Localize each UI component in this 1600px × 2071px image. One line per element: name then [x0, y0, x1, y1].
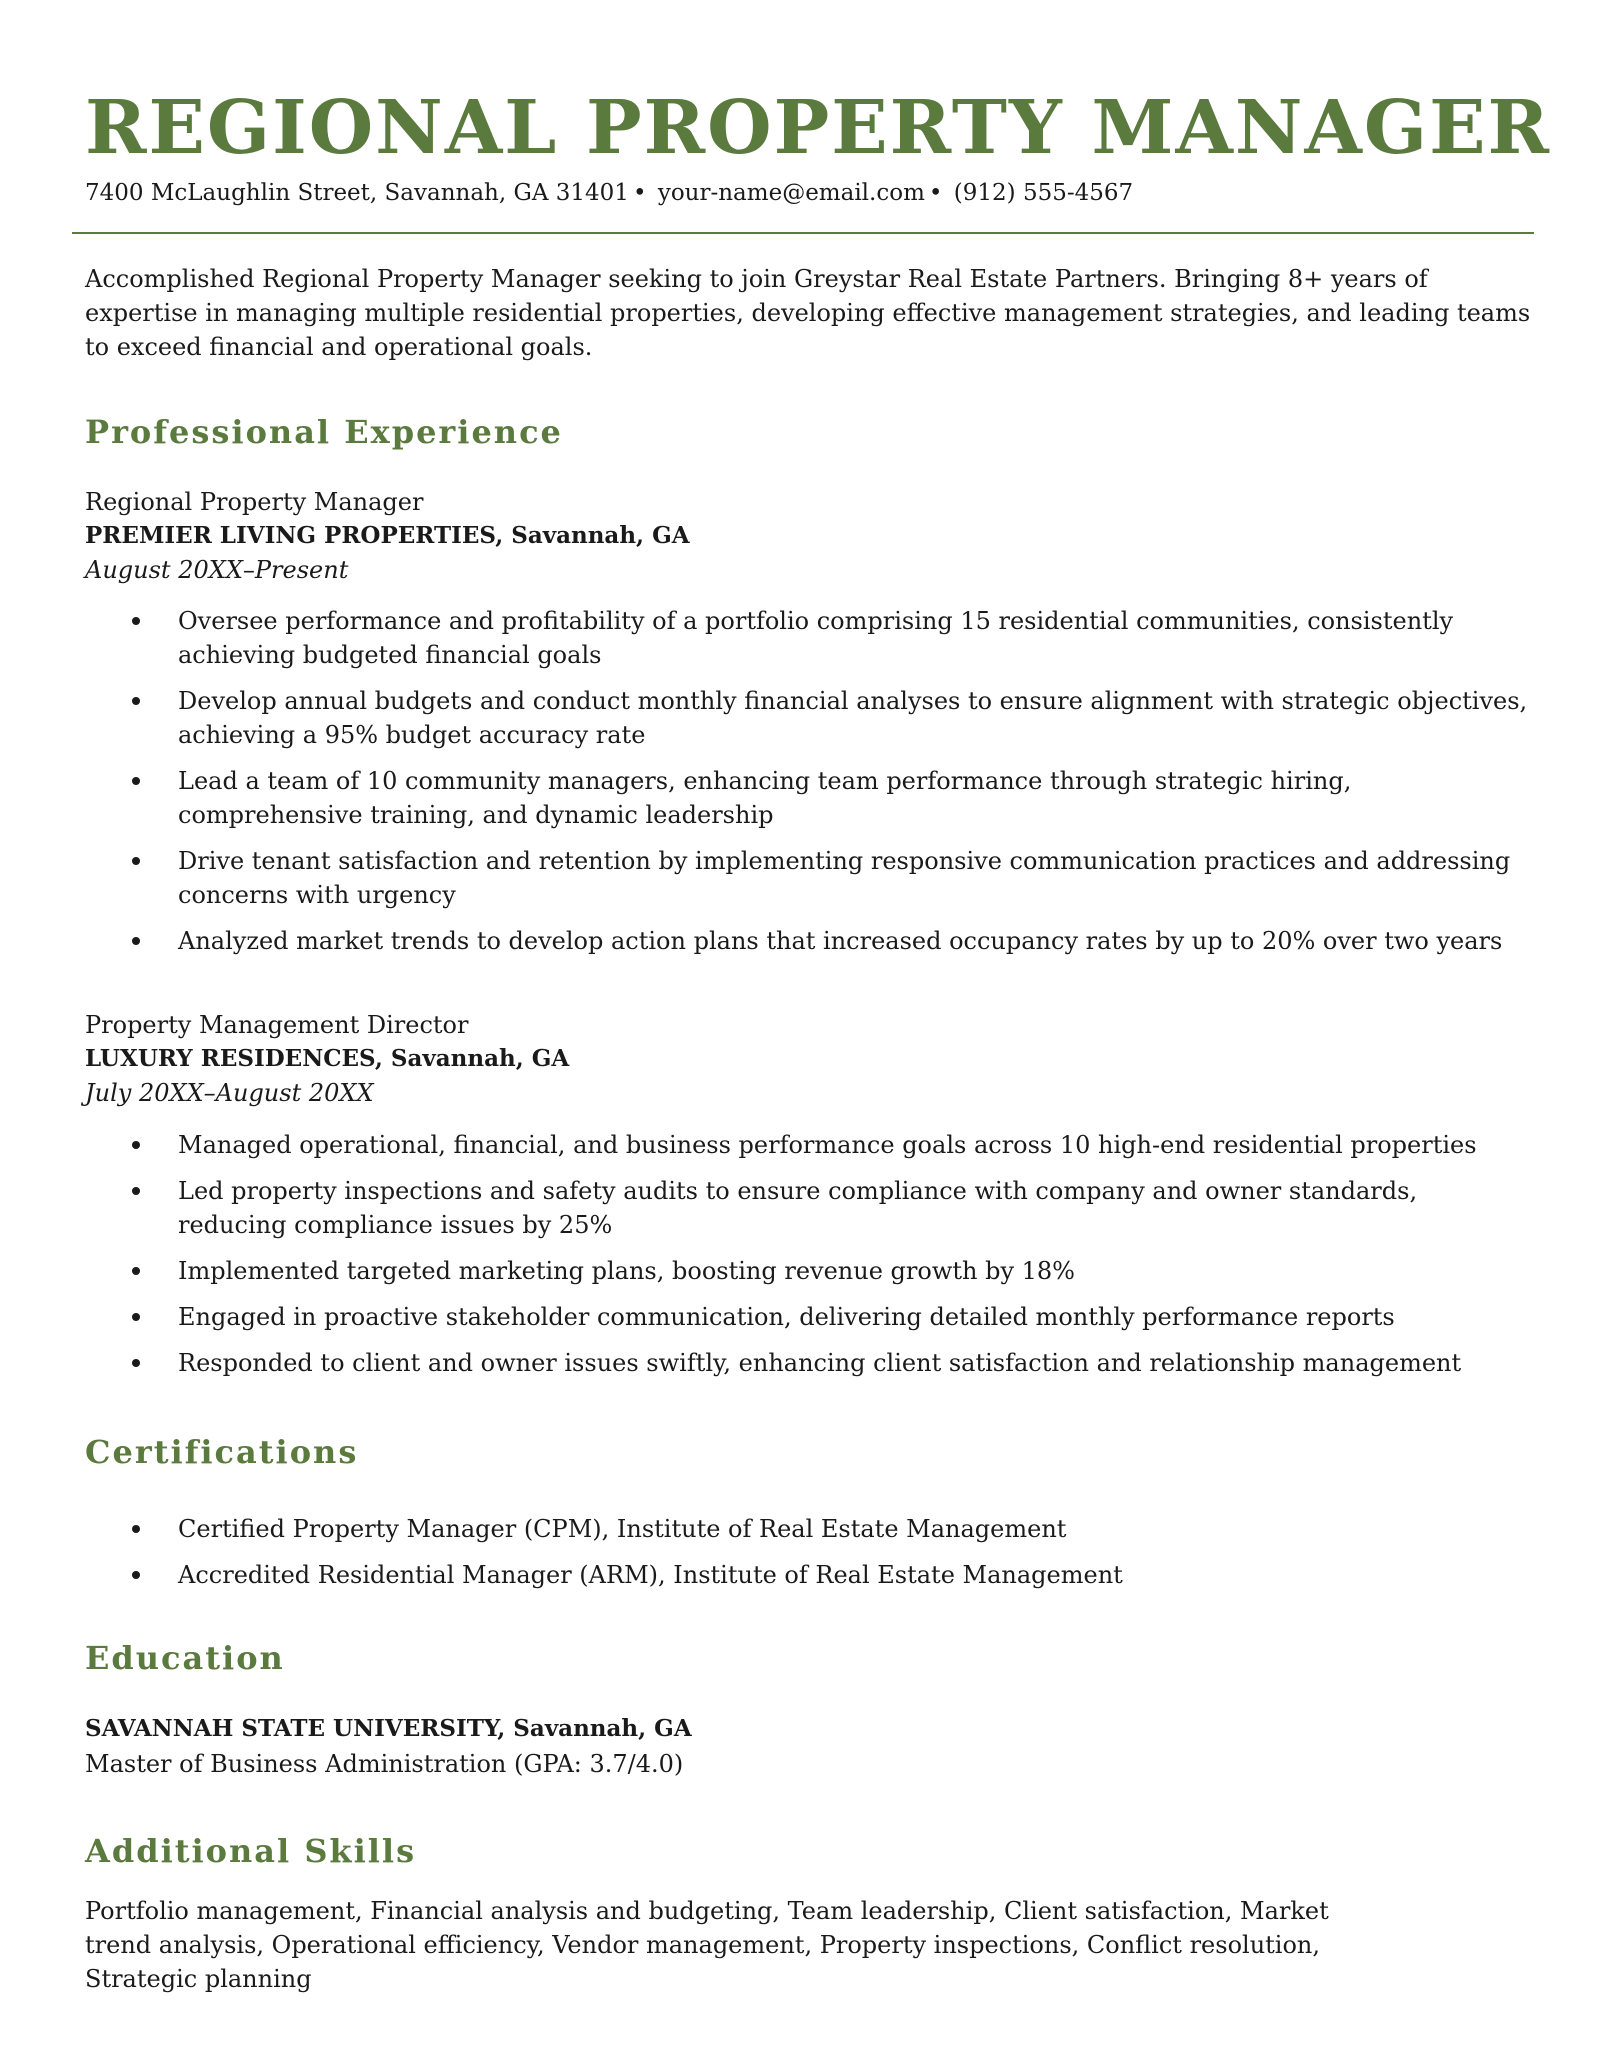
job-bullet: Develop annual budgets and conduct monthly financial analyses to ensure alignment with strategic objectives, achieving a 95% budget accuracy rate — [0, 684, 1528, 752]
job-company: LUXURY RESIDENCES, Savannah, GA — [85, 1045, 570, 1072]
contact-address: 7400 McLaughlin Street, Savannah, GA 31401 — [85, 180, 629, 206]
job-bullet: Responded to client and owner issues swiftly, enhancing client satisfaction and relationship management — [0, 1346, 1528, 1380]
resume-name-title: REGIONAL PROPERTY MANAGER — [85, 85, 1552, 171]
contact-email: your-name@email.com — [657, 180, 925, 206]
contact-phone: (912) 555-4567 — [953, 180, 1134, 206]
contact-separator: • — [632, 180, 647, 206]
job-title: Regional Property Manager — [85, 488, 424, 516]
job-bullet: Oversee performance and profitability of a portfolio comprising 15 residential communities, consistently achieving budgeted financial goals — [0, 604, 1528, 672]
education-heading: Education — [85, 1639, 285, 1677]
certifications-list — [0, 1512, 1560, 1604]
job-bullet-list — [0, 1128, 1560, 1392]
summary-paragraph: Accomplished Regional Property Manager seeking to join Greystar Real Estate Partners. Bringing 8+ years of expertise in managing multiple residential properties, developing effective management strategies, and leading teams to exceed financial and operational goals. — [85, 265, 1531, 361]
job-bullet: Lead a team of 10 community managers, enhancing team performance through strategic hiring, comprehensive training, and dynamic leadership — [0, 764, 1528, 832]
job-bullet-list — [0, 604, 1560, 970]
job-company: PREMIER LIVING PROPERTIES, Savannah, GA — [85, 522, 690, 549]
education-school: SAVANNAH STATE UNIVERSITY, Savannah, GA — [85, 1715, 692, 1742]
education-degree: Master of Business Administration (GPA: 3.7/4.0) — [85, 1750, 684, 1778]
skills-heading: Additional Skills — [85, 1832, 417, 1870]
contact-separator: • — [928, 180, 943, 206]
skills-paragraph: Portfolio management, Financial analysis and budgeting, Team leadership, Client satisfaction, Market trend analysis, Operational efficiency, Vendor management, Property inspections, Conflict resolution, Strategic planning — [85, 1897, 1329, 1993]
job-dates: August 20XX–Present — [85, 556, 349, 584]
certifications-heading: Certifications — [85, 1433, 359, 1471]
job-bullet: Engaged in proactive stakeholder communication, delivering detailed monthly performance reports — [0, 1300, 1528, 1334]
job-bullet: Analyzed market trends to develop action plans that increased occupancy rates by up to 20% over two years — [0, 924, 1528, 958]
contact-line — [85, 176, 1133, 210]
job-bullet: Managed operational, financial, and business performance goals across 10 high-end residential properties — [0, 1128, 1528, 1162]
experience-heading: Professional Experience — [85, 413, 563, 451]
header-divider — [72, 232, 1534, 234]
job-title: Property Management Director — [85, 1011, 469, 1039]
job-bullet: Led property inspections and safety audits to ensure compliance with company and owner standards, reducing compliance issues by 25% — [0, 1174, 1528, 1242]
job-dates: July 20XX–August 20XX — [85, 1079, 374, 1107]
job-bullet: Drive tenant satisfaction and retention by implementing responsive communication practices and addressing concerns with urgency — [0, 844, 1528, 912]
certification-item: Certified Property Manager (CPM), Institute of Real Estate Management — [0, 1512, 1528, 1546]
certification-item: Accredited Residential Manager (ARM), Institute of Real Estate Management — [0, 1558, 1528, 1592]
job-bullet: Implemented targeted marketing plans, boosting revenue growth by 18% — [0, 1254, 1528, 1288]
